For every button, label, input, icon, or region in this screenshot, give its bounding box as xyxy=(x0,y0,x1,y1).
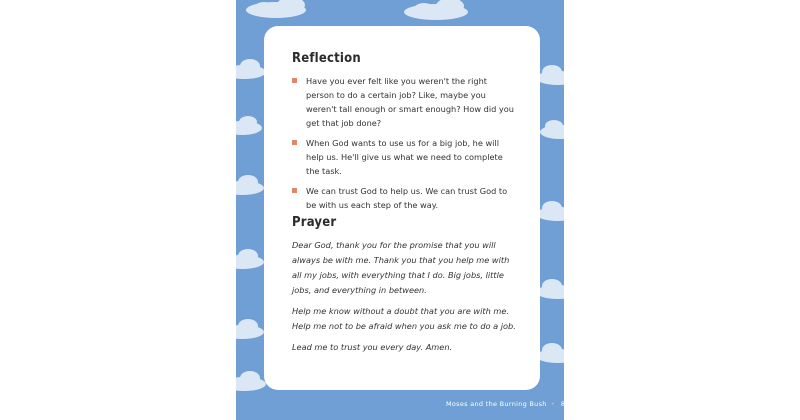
cloud-shape xyxy=(220,175,264,195)
cloud-shape xyxy=(220,319,264,339)
prayer-text xyxy=(292,238,518,361)
content-card xyxy=(264,26,540,390)
cloud-shape xyxy=(540,120,580,139)
bullet-icon xyxy=(292,188,297,193)
cloud-shape xyxy=(246,0,306,18)
reflection-item xyxy=(292,74,514,130)
reflection-item-text: We can trust God to help us. We can trust God to be with us each step of the way. xyxy=(306,186,508,210)
prayer-paragraph: Lead me to trust you every day. Amen. xyxy=(292,342,453,352)
cloud-shape xyxy=(222,116,262,135)
reflection-item-text: When God wants to use us for a big job, he will help us. He'll give us what we need to complete the task. xyxy=(306,138,503,176)
prayer-paragraph: Help me know without a doubt that you are with me. Help me not to be afraid when you ask me to do a job. xyxy=(292,306,516,331)
separator-icon: • xyxy=(550,400,555,408)
cloud-shape xyxy=(220,249,264,269)
cloud-shape xyxy=(222,371,266,391)
reflection-heading: Reflection xyxy=(292,51,361,66)
cloud-shape xyxy=(536,201,580,221)
prayer-paragraph: Dear God, thank you for the promise that you will always be with me. Thank you that you help me with all my jobs, with everything that I do. Big jobs, little jobs, and everything in between. xyxy=(292,240,510,295)
cloud-shape xyxy=(536,343,580,363)
cloud-shape xyxy=(404,0,468,20)
prayer-heading: Prayer xyxy=(292,215,337,230)
reflection-list xyxy=(292,74,514,218)
page-footer xyxy=(446,400,570,408)
book-page xyxy=(236,0,570,420)
chapter-title: Moses and the Burning Bush xyxy=(446,400,547,408)
page-number: 83 xyxy=(560,400,570,408)
reflection-item-text: Have you ever felt like you weren't the right person to do a certain job? Like, maybe you weren't tall enough or smart enough? How did you get that job done? xyxy=(306,76,514,128)
reflection-item xyxy=(292,184,514,212)
bullet-icon xyxy=(292,78,297,83)
cloud-shape xyxy=(222,59,266,79)
cloud-shape xyxy=(536,65,580,85)
cloud-shape xyxy=(536,279,580,299)
bullet-icon xyxy=(292,140,297,145)
reflection-item xyxy=(292,136,514,178)
